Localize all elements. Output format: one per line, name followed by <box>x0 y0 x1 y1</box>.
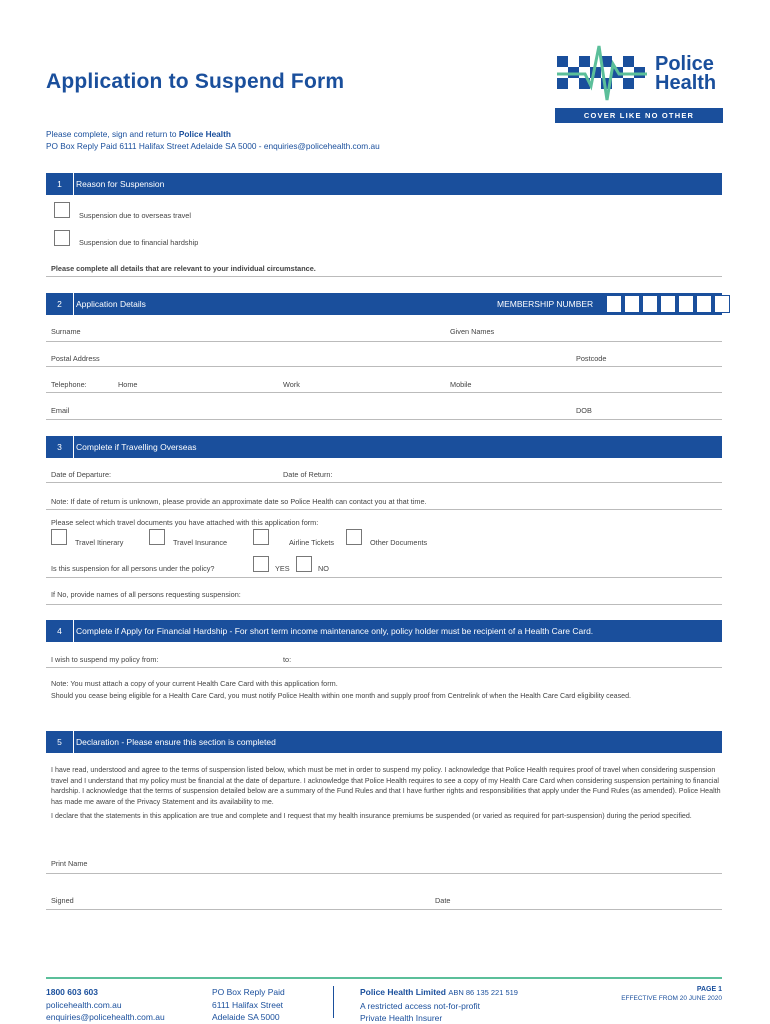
travel-insurance-label: Travel Insurance <box>173 538 228 547</box>
health-care-card-note: Note: You must attach a copy of your current Health Care Card with this application form. <box>51 679 338 688</box>
checkered-wave-icon <box>555 42 650 102</box>
page-title: Application to Suspend Form <box>46 70 345 93</box>
footer-company-desc: A restricted access not-for-profit <box>360 1000 480 1011</box>
suspend-dates-field-line[interactable] <box>46 667 722 668</box>
declaration-paragraph-2: I declare that the statements in this application are true and complete and I request that my health insurance premiums be suspended (or varied as required for part-suspension) during the period specified. <box>51 812 692 820</box>
airline-tickets-checkbox[interactable] <box>253 529 269 545</box>
section-1-header <box>46 173 722 195</box>
overseas-travel-label: Suspension due to overseas travel <box>79 211 191 220</box>
membership-digit-box[interactable] <box>624 295 640 313</box>
section-title: Reason for Suspension <box>76 179 165 189</box>
financial-hardship-label: Suspension due to financial hardship <box>79 238 199 247</box>
other-documents-checkbox[interactable] <box>346 529 362 545</box>
yes-label: YES <box>275 564 290 573</box>
section-title: Application Details <box>76 299 146 309</box>
dates-field-line[interactable] <box>46 482 722 483</box>
membership-digit-box[interactable] <box>660 295 676 313</box>
financial-hardship-checkbox[interactable] <box>54 230 70 246</box>
no-checkbox[interactable] <box>296 556 312 572</box>
footer-page-info <box>560 986 722 1002</box>
other-documents-label: Other Documents <box>370 538 428 547</box>
declaration-paragraph-1: I have read, understood and agree to the terms of suspension listed below, which must be met in order to suspend my policy. I acknowledge that Police Health requires proof of travel when considering suspension travel and I understand that my policy must be financial at the date of departure. I acknowledge that Police Health requires to see a copy of my Health Care Card when considering suspension pertaining to financial hardship. I acknowledge that the terms of suspension detailed below are a summary of the Fund Rules and that I have further rights and responsibilities that apply under the Fund Rules (as amended). Police Health has made me aware of the Privacy Statement and its availability to me. <box>51 766 721 806</box>
membership-digit-box[interactable] <box>606 295 622 313</box>
page-number: PAGE 1 <box>696 986 722 993</box>
email-label: Email <box>51 406 70 415</box>
footer-website: policehealth.com.au <box>46 999 122 1010</box>
postcode-label: Postcode <box>576 354 607 363</box>
membership-digit-box[interactable] <box>678 295 694 313</box>
intro-address: PO Box Reply Paid 6111 Halifax Street Adelaide SA 5000 - enquiries@policehealth.com.au <box>46 141 380 151</box>
section-3-header <box>46 436 722 458</box>
section-number: 5 <box>46 731 74 753</box>
signature-field-line[interactable] <box>46 909 722 910</box>
section-number: 4 <box>46 620 74 642</box>
postal-address-label: Postal Address <box>51 354 100 363</box>
footer-contact <box>46 986 165 1024</box>
return-date-note: Note: If date of return is unknown, please provide an approximate date so Police Health can contact you at that time. <box>51 497 427 506</box>
divider <box>46 577 722 578</box>
travel-docs-prompt: Please select which travel documents you have attached with this application form: <box>51 518 319 527</box>
email-field-line[interactable] <box>46 419 722 420</box>
travel-itinerary-checkbox[interactable] <box>51 529 67 545</box>
divider <box>46 509 722 510</box>
section-title: Complete if Travelling Overseas <box>76 442 197 452</box>
section-number: 2 <box>46 293 74 315</box>
membership-digit-box[interactable] <box>714 295 730 313</box>
logo-text-police: Police <box>655 53 714 75</box>
effective-date: EFFECTIVE FROM 20 JUNE 2020 <box>621 995 722 1002</box>
home-phone-label: Home <box>118 380 138 389</box>
footer-address-line: 6111 Halifax Street <box>212 999 284 1010</box>
dob-label: DOB <box>576 406 592 415</box>
section-4-header <box>46 620 722 642</box>
health-care-card-eligibility-note: Should you cease being eligible for a Health Care Card, you must notify Police Health within one month and supply proof from Centrelink of when the Health Care Card eligibility ceased. <box>51 692 632 700</box>
footer-address-line: Adelaide SA 5000 <box>212 1012 280 1022</box>
signed-label: Signed <box>51 896 74 905</box>
mobile-phone-label: Mobile <box>450 380 472 389</box>
date-label: Date <box>435 896 451 905</box>
footer-company-name: Police Health Limited <box>360 987 446 997</box>
footer-address-line: PO Box Reply Paid <box>212 987 285 997</box>
airline-tickets-label: Airline Tickets <box>289 538 335 547</box>
footer-abn: ABN 86 135 221 519 <box>448 988 518 997</box>
membership-digit-box[interactable] <box>642 295 658 313</box>
surname-label: Surname <box>51 327 81 336</box>
work-phone-label: Work <box>283 380 300 389</box>
yes-checkbox[interactable] <box>253 556 269 572</box>
surname-field-line[interactable] <box>46 341 722 342</box>
given-names-label: Given Names <box>450 327 495 336</box>
section-5-header <box>46 731 722 753</box>
intro-prefix: Please complete, sign and return to <box>46 129 179 139</box>
footer-company <box>360 986 518 1024</box>
return-label: Date of Return: <box>283 470 333 479</box>
footer-phone: 1800 603 603 <box>46 987 98 997</box>
travel-insurance-checkbox[interactable] <box>149 529 165 545</box>
membership-digit-box[interactable] <box>696 295 712 313</box>
logo-text-health: Health <box>655 72 717 94</box>
print-name-field-line[interactable] <box>46 873 722 874</box>
address-field-line[interactable] <box>46 366 722 367</box>
section-title: Complete if Apply for Financial Hardship - For short term income maintenance only, policy holder must be recipient of a Health Care Card. <box>76 626 594 636</box>
footer-divider <box>46 977 722 979</box>
overseas-travel-checkbox[interactable] <box>54 202 70 218</box>
telephone-label: Telephone: <box>51 380 87 389</box>
membership-number-label: MEMBERSHIP NUMBER <box>497 299 594 309</box>
no-label: NO <box>318 564 329 573</box>
suspend-to-label: to: <box>283 655 292 664</box>
membership-number-boxes[interactable] <box>606 295 730 313</box>
divider <box>46 276 722 277</box>
section-1-note: Please complete all details that are relevant to your individual circumstance. <box>51 264 316 273</box>
intro-line <box>46 129 231 139</box>
all-persons-question: Is this suspension for all persons under the policy? <box>51 564 215 573</box>
footer-company-desc: Private Health Insurer <box>360 1013 443 1023</box>
persons-names-field-line[interactable] <box>46 604 722 605</box>
departure-label: Date of Departure: <box>51 470 112 479</box>
footer-separator <box>333 986 334 1018</box>
section-number: 1 <box>46 173 74 195</box>
footer-email: enquiries@policehealth.com.au <box>46 1012 165 1022</box>
section-title: Declaration - Please ensure this section is completed <box>76 737 276 747</box>
logo-tagline: COVER LIKE NO OTHER <box>555 108 723 123</box>
persons-names-label: If No, provide names of all persons requesting suspension: <box>51 590 241 599</box>
footer-address <box>212 986 285 1024</box>
print-name-label: Print Name <box>51 859 88 868</box>
telephone-field-line[interactable] <box>46 392 722 393</box>
section-number: 3 <box>46 436 74 458</box>
police-health-logo <box>555 42 725 124</box>
suspend-from-label: I wish to suspend my policy from: <box>51 655 159 664</box>
travel-itinerary-label: Travel Itinerary <box>75 538 124 547</box>
section-2-header <box>46 293 722 315</box>
intro-brand: Police Health <box>178 129 231 139</box>
